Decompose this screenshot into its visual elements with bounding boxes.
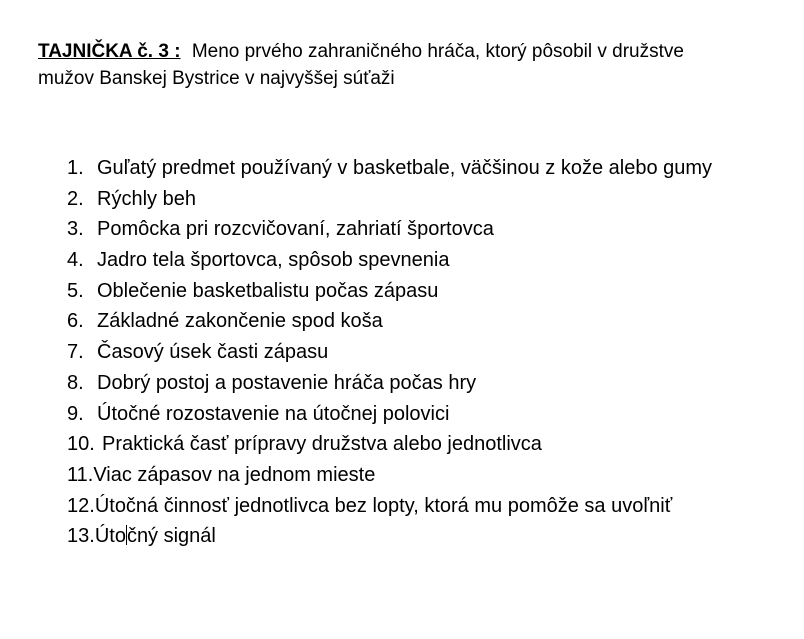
- clue-text: Pomôcka pri rozcvičovaní, zahriatí športovca: [97, 218, 494, 241]
- clue-item: [67, 523, 712, 554]
- clue-item: [67, 155, 712, 186]
- clue-text: Jadro tela športovca, spôsob spevnenia: [97, 249, 450, 272]
- clue-text: Oblečenie basketbalistu počas zápasu: [97, 279, 439, 302]
- clue-number: 7.: [67, 341, 84, 364]
- clue-item: [67, 216, 712, 247]
- clue-item: [67, 431, 712, 462]
- clue-text: Časový úsek časti zápasu: [97, 341, 329, 364]
- clue-item: [67, 339, 712, 370]
- puzzle-label: TAJNIČKA č. 3 :: [38, 41, 181, 62]
- clue-text-before-caret: Úto: [94, 525, 126, 548]
- clue-number: 8.: [67, 371, 84, 394]
- clue-item: [67, 370, 712, 401]
- clue-text: Guľatý predmet používaný v basketbale, väčšinou z kože alebo gumy: [97, 157, 713, 179]
- clue-item: [67, 186, 712, 217]
- clue-number: 4.: [67, 249, 84, 272]
- clue-text: Útočné rozostavenie na útočnej polovici: [97, 402, 450, 425]
- clue-list: [67, 155, 712, 554]
- clue-item: [67, 493, 712, 524]
- clue-number: 2.: [67, 187, 84, 210]
- clue-text: Viac zápasov na jednom mieste: [93, 463, 376, 486]
- clue-item: [67, 462, 712, 493]
- clue-text: Rýchly beh: [97, 187, 196, 210]
- clue-number: 1.: [67, 157, 84, 179]
- clue-number: 10.: [67, 433, 95, 456]
- clue-item: [67, 278, 712, 309]
- clue-item: [67, 401, 712, 432]
- clue-text: Útočná činnosť jednotlivca bez lopty, ktorá mu pomôže sa uvoľniť: [94, 494, 673, 517]
- clue-text: Základné zakončenie spod koša: [97, 310, 383, 333]
- clue-number: 3.: [67, 218, 84, 241]
- clue-number: 9.: [67, 402, 84, 425]
- puzzle-question-line1: Meno prvého zahraničného hráča, ktorý pôsobil v družstve: [191, 41, 684, 62]
- clue-text-after-caret: čný signál: [126, 525, 216, 548]
- clue-text: Praktická časť prípravy družstva alebo jednotlivca: [102, 433, 542, 456]
- clue-item: [67, 308, 712, 339]
- clue-number: 12.: [67, 494, 95, 517]
- clue-number: 5.: [67, 279, 84, 302]
- puzzle-heading: [38, 38, 778, 92]
- puzzle-question-line2: mužov Banskej Bystrice v najvyššej súťaži: [38, 68, 395, 89]
- clue-number: 6.: [67, 310, 84, 333]
- clue-item: [67, 247, 712, 278]
- clue-text: Dobrý postoj a postavenie hráča počas hry: [97, 371, 477, 394]
- clue-number: 11.: [67, 463, 94, 486]
- clue-number: 13.: [67, 525, 95, 548]
